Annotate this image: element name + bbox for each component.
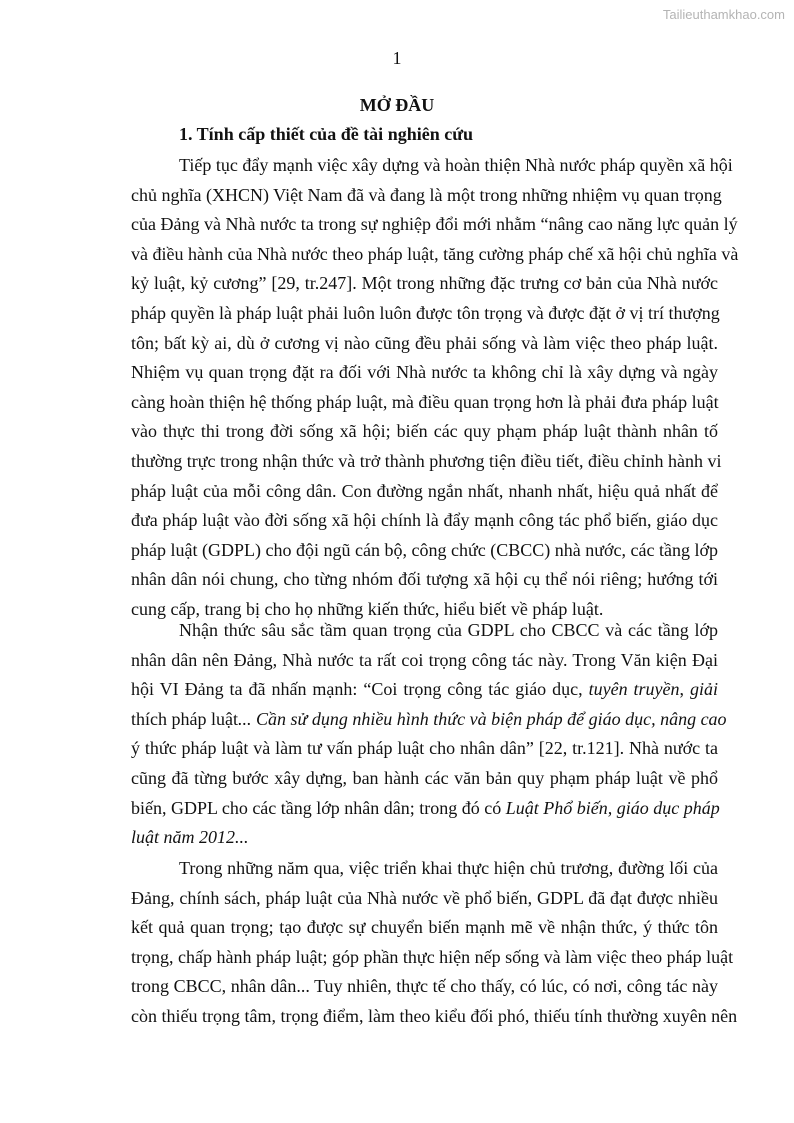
paragraph-1-line	[179, 155, 733, 176]
italic-text: giải	[690, 679, 719, 700]
text-run: tôn; bất kỳ ai, dù ở cương vị nào cũng đều phải sống và làm việc theo pháp luật.	[131, 332, 718, 353]
text-run: Trong những năm qua, việc triển khai thực hiện chủ trương, đường lối của	[179, 858, 718, 878]
watermark: Tailieuthamkhao.com	[662, 7, 785, 22]
paragraph-2-line	[131, 768, 718, 789]
text-run: ,	[679, 679, 691, 700]
paragraph-1-line	[131, 333, 718, 354]
paragraph-1-line	[131, 599, 718, 620]
text-run: Tiếp tục đẩy mạnh việc xây dựng và hoàn thiện Nhà nước pháp quyền xã hội	[179, 155, 733, 175]
text-run: ý thức pháp luật và làm tư vấn pháp luật cho nhân dân” [22, tr.121]. Nhà nước ta	[131, 738, 718, 759]
text-run: và điều hành của Nhà nước theo pháp luật, tăng cường pháp chế xã hội chủ nghĩa và	[131, 243, 739, 264]
text-run: pháp quyền là pháp luật phải luôn luôn được tôn trọng và được đặt ở vị trí thượng	[131, 303, 720, 323]
paragraph-2-line	[131, 738, 718, 759]
text-run: thích pháp luật	[131, 708, 238, 729]
paragraph-1-line	[131, 243, 739, 265]
paragraph-3-line	[131, 888, 718, 909]
text-run: hội VI Đảng ta đã nhấn mạnh: “Coi trọng công tác	[131, 679, 516, 700]
paragraph-1-line	[131, 303, 718, 324]
chapter-heading: MỞ ĐẦU	[359, 95, 435, 115]
paragraph-2-line	[131, 798, 718, 819]
paragraph-1-line	[131, 184, 722, 206]
paragraph-1-line	[131, 451, 722, 472]
paragraph-1-line	[131, 421, 718, 442]
text-run: cung cấp, trang bị cho họ những kiến thức, hiểu biết về pháp luật.	[131, 599, 604, 619]
text-run: thường trực trong nhận thức và trở thành phương tiện điều tiết, điều chỉnh hành vi	[131, 451, 722, 471]
text-run: càng hoàn thiện hệ thống pháp luật, mà điều quan trọng hơn là phải đưa pháp luật	[131, 391, 719, 412]
paragraph-2-line	[131, 827, 718, 848]
text-run: pháp luật (GDPL) cho đội ngũ cán bộ, công chức (CBCC) nhà nước, các tầng lớp	[131, 539, 718, 560]
italic-text: Luật Phổ biến, giáo dục pháp	[505, 797, 720, 818]
italic-text: luật năm 2012...	[131, 827, 249, 848]
text-run: ,	[578, 679, 589, 700]
italic-text: tuyên truyền	[588, 679, 680, 700]
text-run: chủ nghĩa (XHCN) Việt Nam đã và đang là một trong những nhiệm vụ quan trọng	[131, 184, 722, 205]
paragraph-2-line	[131, 650, 718, 671]
text-run: giáo dục	[515, 679, 579, 700]
paragraph-1-line	[131, 481, 718, 502]
text-run: trong CBCC, nhân dân... Tuy nhiên, thực tế cho thấy, có lúc, có nơi, công tác này	[131, 976, 718, 997]
paragraph-3-line	[131, 917, 718, 938]
text-run: của Đảng và Nhà nước ta trong sự nghiệp đổi mới nhằm “nâng cao năng lực quản lý	[131, 214, 738, 235]
text-run: đưa pháp luật vào đời sống xã hội chính là đẩy mạnh công tác phổ biến, giáo dục	[131, 510, 718, 531]
text-run: trọng, chấp hành pháp luật; góp phần thực hiện nếp sống và làm việc theo pháp luật	[131, 946, 734, 967]
text-run: kỷ luật, kỷ cương” [29, tr.247]. Một trong những đặc trưng cơ bản của Nhà nước	[131, 273, 718, 294]
paragraph-3-line	[131, 946, 734, 968]
paragraph-2-line	[179, 620, 718, 641]
text-run: kết quả quan trọng; tạo được sự chuyển biến mạnh mẽ về nhận thức, ý thức tôn	[131, 917, 718, 938]
text-run: vào thực thi trong đời sống xã hội; biến các quy phạm pháp luật thành nhân tố	[131, 421, 718, 442]
paragraph-1-line	[131, 510, 718, 531]
text-run: nhân dân nói chung, cho từng nhóm đối tượng xã hội cụ thể nói riêng; hướng tới	[131, 569, 718, 590]
paragraph-3-line	[131, 1006, 738, 1027]
paragraph-2-line	[131, 708, 727, 730]
paragraph-1-line	[131, 362, 718, 383]
text-run: nhân dân nên Đảng, Nhà nước ta rất coi trọng công tác này. Trong Văn kiện Đại	[131, 649, 718, 670]
paragraph-2-line	[131, 679, 718, 700]
paragraph-3-line	[179, 858, 718, 879]
paragraph-1-line	[131, 540, 718, 561]
text-run: cũng đã từng bước xây dựng, ban hành các văn bản quy phạm pháp luật về phổ	[131, 768, 718, 788]
paragraph-3-line	[131, 976, 718, 997]
paragraph-1-line	[131, 273, 718, 294]
italic-text: ... Cần sử dụng nhiều hình thức và biện pháp để giáo dục, nâng cao	[237, 708, 727, 729]
section-title: 1. Tính cấp thiết của đề tài nghiên cứu	[179, 124, 474, 144]
paragraph-1-line	[131, 569, 718, 590]
paragraph-1-line	[131, 392, 718, 413]
paragraph-1-line	[131, 214, 738, 235]
text-run: còn thiếu trọng tâm, trọng điểm, làm theo kiểu đối phó, thiếu tính thường xuyên nên	[131, 1006, 738, 1026]
text-run: Nhận thức sâu sắc tầm quan trọng của GDPL cho CBCC và các tầng lớp	[179, 620, 718, 640]
text-run: Nhiệm vụ quan trọng đặt ra đối với Nhà nước ta không chỉ là xây dựng và ngày	[131, 362, 718, 383]
text-run: pháp luật của mỗi công dân. Con đường ngắn nhất, nhanh nhất, hiệu quả nhất để	[131, 480, 718, 501]
text-run: Đảng, chính sách, pháp luật của Nhà nước về phổ biến, GDPL đã đạt được nhiều	[131, 887, 718, 908]
text-run: biến, GDPL cho các tầng lớp nhân dân; trong đó có	[131, 797, 506, 818]
page-number: 1	[392, 48, 402, 68]
